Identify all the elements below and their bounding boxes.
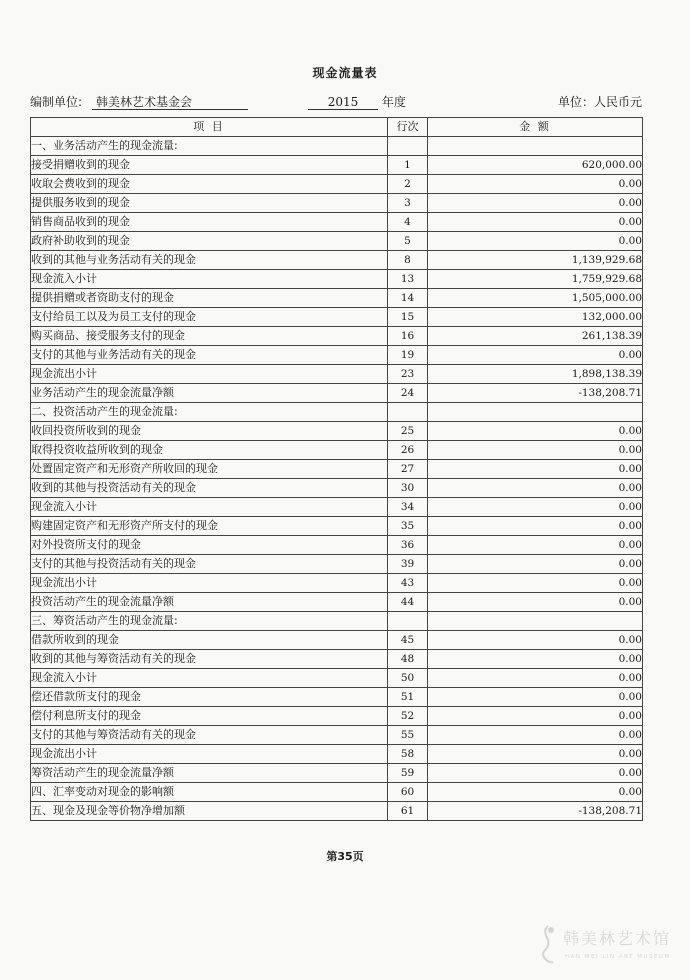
row-line-number: 24 — [388, 384, 428, 403]
row-item-label: 支付的其他与业务活动有关的现金 — [31, 346, 388, 365]
table-row — [31, 802, 643, 821]
row-amount: 0.00 — [428, 669, 643, 688]
row-line-number: 19 — [388, 346, 428, 365]
row-line-number: 43 — [388, 574, 428, 593]
table-row — [31, 194, 643, 213]
row-item-label: 二、投资活动产生的现金流量: — [31, 403, 388, 422]
row-amount: 0.00 — [428, 688, 643, 707]
row-item-label: 现金流出小计 — [31, 745, 388, 764]
row-item-label: 提供捐赠或者资助支付的现金 — [31, 289, 388, 308]
row-amount: 0.00 — [428, 517, 643, 536]
row-amount — [428, 612, 643, 631]
row-amount: -138,208.71 — [428, 802, 643, 821]
page-number: 第35页 — [326, 850, 364, 863]
row-item-label: 支付给员工以及为员工支付的现金 — [31, 308, 388, 327]
row-amount: 0.00 — [428, 764, 643, 783]
table-row — [31, 745, 643, 764]
column-header-line: 行次 — [388, 118, 428, 137]
table-row — [31, 137, 643, 156]
row-item-label: 支付的其他与筹资活动有关的现金 — [31, 726, 388, 745]
row-amount: 261,138.39 — [428, 327, 643, 346]
row-amount: 0.00 — [428, 574, 643, 593]
row-item-label: 三、筹资活动产生的现金流量: — [31, 612, 388, 631]
row-line-number: 1 — [388, 156, 428, 175]
row-line-number — [388, 137, 428, 156]
row-amount: 0.00 — [428, 175, 643, 194]
row-line-number: 5 — [388, 232, 428, 251]
row-line-number: 60 — [388, 783, 428, 802]
table-row — [31, 517, 643, 536]
row-item-label: 处置固定资产和无形资产所收回的现金 — [31, 460, 388, 479]
column-header-amount: 金 额 — [428, 118, 643, 137]
row-line-number: 27 — [388, 460, 428, 479]
table-row — [31, 536, 643, 555]
row-line-number: 2 — [388, 175, 428, 194]
table-row — [31, 669, 643, 688]
row-amount: 0.00 — [428, 194, 643, 213]
row-line-number: 52 — [388, 707, 428, 726]
row-item-label: 收回投资所收到的现金 — [31, 422, 388, 441]
table-row — [31, 783, 643, 802]
row-amount: 0.00 — [428, 213, 643, 232]
row-line-number: 50 — [388, 669, 428, 688]
row-line-number — [388, 612, 428, 631]
row-line-number: 51 — [388, 688, 428, 707]
table-row — [31, 479, 643, 498]
table-row — [31, 403, 643, 422]
row-item-label: 收到的其他与筹资活动有关的现金 — [31, 650, 388, 669]
year-suffix: 年度 — [381, 95, 406, 109]
row-item-label: 收到的其他与业务活动有关的现金 — [31, 251, 388, 270]
row-item-label: 偿付利息所支付的现金 — [31, 707, 388, 726]
row-amount — [428, 403, 643, 422]
row-amount: 0.00 — [428, 726, 643, 745]
table-row — [31, 308, 643, 327]
row-amount: 0.00 — [428, 631, 643, 650]
table-row — [31, 555, 643, 574]
table-row — [31, 251, 643, 270]
row-line-number: 26 — [388, 441, 428, 460]
row-amount: 0.00 — [428, 650, 643, 669]
table-row — [31, 346, 643, 365]
row-item-label: 五、现金及现金等价物净增加额 — [31, 802, 388, 821]
currency-unit: 单位：人民币元 — [557, 95, 642, 109]
row-item-label: 取得投资收益所收到的现金 — [31, 441, 388, 460]
table-row — [31, 726, 643, 745]
han-meilin-logo-icon — [535, 922, 561, 968]
row-line-number: 25 — [388, 422, 428, 441]
table-header-row — [31, 118, 643, 137]
row-line-number — [388, 403, 428, 422]
row-line-number: 3 — [388, 194, 428, 213]
row-amount: 0.00 — [428, 460, 643, 479]
row-amount: 0.00 — [428, 555, 643, 574]
row-amount: 0.00 — [428, 536, 643, 555]
row-line-number: 14 — [388, 289, 428, 308]
table-row — [31, 612, 643, 631]
row-amount: 1,898,138.39 — [428, 365, 643, 384]
org-name: 韩美林艺术基金会 — [92, 93, 248, 110]
row-item-label: 偿还借款所支付的现金 — [31, 688, 388, 707]
row-item-label: 收取会费收到的现金 — [31, 175, 388, 194]
row-item-label: 销售商品收到的现金 — [31, 213, 388, 232]
row-item-label: 一、业务活动产生的现金流量: — [31, 137, 388, 156]
table-row — [31, 631, 643, 650]
table-row — [31, 422, 643, 441]
row-amount: 0.00 — [428, 232, 643, 251]
table-row — [31, 232, 643, 251]
row-item-label: 业务活动产生的现金流量净额 — [31, 384, 388, 403]
column-header-item: 项 目 — [31, 118, 388, 137]
row-line-number: 55 — [388, 726, 428, 745]
row-item-label: 购买商品、接受服务支付的现金 — [31, 327, 388, 346]
row-line-number: 61 — [388, 802, 428, 821]
table-row — [31, 688, 643, 707]
row-line-number: 13 — [388, 270, 428, 289]
table-row — [31, 289, 643, 308]
org-label: 编制单位: — [30, 95, 83, 109]
row-amount: 1,505,000.00 — [428, 289, 643, 308]
row-amount: 0.00 — [428, 707, 643, 726]
row-item-label: 收到的其他与投资活动有关的现金 — [31, 479, 388, 498]
row-line-number: 35 — [388, 517, 428, 536]
row-line-number: 48 — [388, 650, 428, 669]
table-row — [31, 384, 643, 403]
table-row — [31, 441, 643, 460]
table-row — [31, 764, 643, 783]
row-line-number: 15 — [388, 308, 428, 327]
row-line-number: 44 — [388, 593, 428, 612]
table-row — [31, 270, 643, 289]
row-item-label: 投资活动产生的现金流量净额 — [31, 593, 388, 612]
table-row — [31, 156, 643, 175]
row-line-number: 59 — [388, 764, 428, 783]
table-row — [31, 650, 643, 669]
row-item-label: 筹资活动产生的现金流量净额 — [31, 764, 388, 783]
row-item-label: 四、汇率变动对现金的影响额 — [31, 783, 388, 802]
row-item-label: 对外投资所支付的现金 — [31, 536, 388, 555]
year-value: 2015 — [308, 95, 378, 110]
row-amount: 0.00 — [428, 745, 643, 764]
row-amount: 620,000.00 — [428, 156, 643, 175]
table-row — [31, 213, 643, 232]
row-line-number: 58 — [388, 745, 428, 764]
row-amount: 0.00 — [428, 441, 643, 460]
fiscal-year — [308, 93, 406, 110]
row-amount: 132,000.00 — [428, 308, 643, 327]
row-amount: 1,139,929.68 — [428, 251, 643, 270]
row-line-number: 36 — [388, 536, 428, 555]
row-item-label: 借款所收到的现金 — [31, 631, 388, 650]
row-item-label: 现金流出小计 — [31, 365, 388, 384]
row-amount: 0.00 — [428, 593, 643, 612]
row-item-label: 政府补助收到的现金 — [31, 232, 388, 251]
row-line-number: 4 — [388, 213, 428, 232]
row-line-number: 16 — [388, 327, 428, 346]
watermark-text-cn: 韩美林艺术馆 — [563, 929, 672, 948]
row-item-label: 现金流出小计 — [31, 574, 388, 593]
table-row — [31, 460, 643, 479]
page-title: 现金流量表 — [312, 66, 378, 80]
row-line-number: 34 — [388, 498, 428, 517]
museum-watermark — [535, 920, 685, 975]
table-row — [31, 498, 643, 517]
table-row — [31, 593, 643, 612]
row-amount: 1,759,929.68 — [428, 270, 643, 289]
row-amount — [428, 137, 643, 156]
row-item-label: 提供服务收到的现金 — [31, 194, 388, 213]
row-item-label: 现金流入小计 — [31, 270, 388, 289]
table-row — [31, 574, 643, 593]
row-line-number: 39 — [388, 555, 428, 574]
watermark-text-en: HAN MEI LIN ART MUSEUM — [565, 954, 671, 960]
row-item-label: 购建固定资产和无形资产所支付的现金 — [31, 517, 388, 536]
table-row — [31, 707, 643, 726]
row-item-label: 现金流入小计 — [31, 669, 388, 688]
table-row — [31, 327, 643, 346]
row-amount: -138,208.71 — [428, 384, 643, 403]
cash-flow-table — [30, 117, 643, 821]
row-amount: 0.00 — [428, 422, 643, 441]
row-amount: 0.00 — [428, 346, 643, 365]
row-line-number: 45 — [388, 631, 428, 650]
row-line-number: 8 — [388, 251, 428, 270]
table-row — [31, 175, 643, 194]
row-amount: 0.00 — [428, 479, 643, 498]
row-line-number: 23 — [388, 365, 428, 384]
row-amount: 0.00 — [428, 498, 643, 517]
table-row — [31, 365, 643, 384]
row-item-label: 接受捐赠收到的现金 — [31, 156, 388, 175]
row-item-label: 支付的其他与投资活动有关的现金 — [31, 555, 388, 574]
row-line-number: 30 — [388, 479, 428, 498]
row-item-label: 现金流入小计 — [31, 498, 388, 517]
row-amount: 0.00 — [428, 783, 643, 802]
report-header — [30, 93, 642, 111]
